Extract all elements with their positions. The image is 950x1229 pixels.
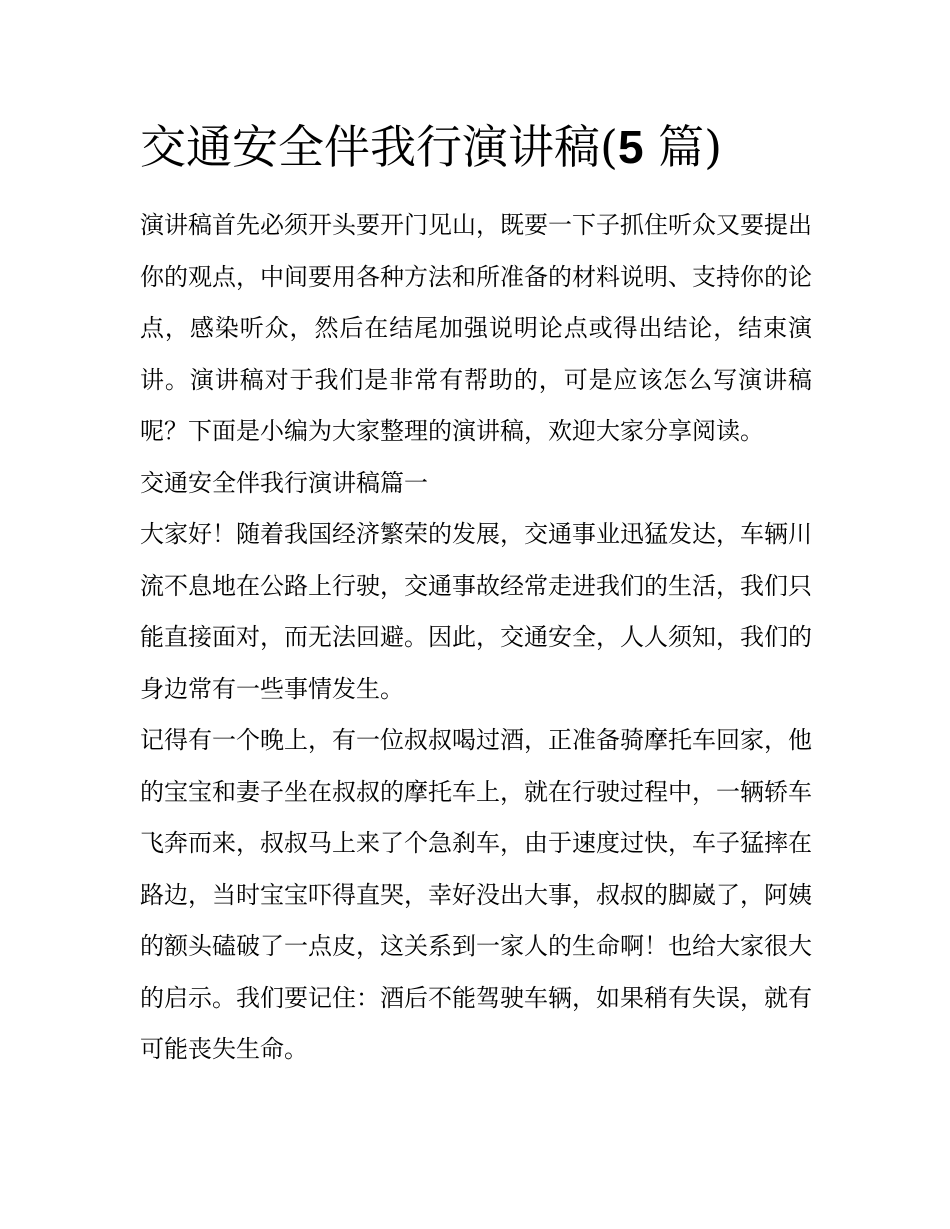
document-page	[140, 112, 812, 1076]
body-paragraph-2: 记得有一个晚上，有一位叔叔喝过酒，正准备骑摩托车回家，他的宝宝和妻子坐在叔叔的摩托车上，就在行驶过程中，一辆轿车飞奔而来，叔叔马上来了个急刹车，由于速度过快，车子猛摔在路边，当时宝宝吓得直哭，幸好没出大事，叔叔的脚崴了，阿姨的额头磕破了一点皮，这关系到一家人的生命啊！也给大家很大的启示。我们要记住：酒后不能驾驶车辆，如果稍有失误，就有可能丧失生命。	[140, 726, 812, 1063]
title-number: 5	[617, 121, 644, 173]
title-main: 交通安全伴我行演讲稿(	[140, 120, 618, 174]
title-tail: 篇)	[643, 120, 723, 174]
document-title	[140, 112, 812, 182]
body-paragraph-1: 大家好！随着我国经济繁荣的发展，交通事业迅猛发达，车辆川流不息地在公路上行驶，交通事故经常走进我们的生活，我们只能直接面对，而无法回避。因此，交通安全，人人须知，我们的身边常有一些事情发生。	[140, 520, 812, 703]
intro-paragraph: 演讲稿首先必须开头要开门见山，既要一下子抓住听众又要提出你的观点，中间要用各种方法和所准备的材料说明、支持你的论点，感染听众，然后在结尾加强说明论点或得出结论，结束演讲。演讲稿对于我们是非常有帮助的，可是应该怎么写演讲稿呢？下面是小编为大家整理的演讲稿，欢迎大家分享阅读。	[140, 211, 812, 445]
section-heading: 交通安全伴我行演讲稿篇一	[140, 468, 428, 497]
